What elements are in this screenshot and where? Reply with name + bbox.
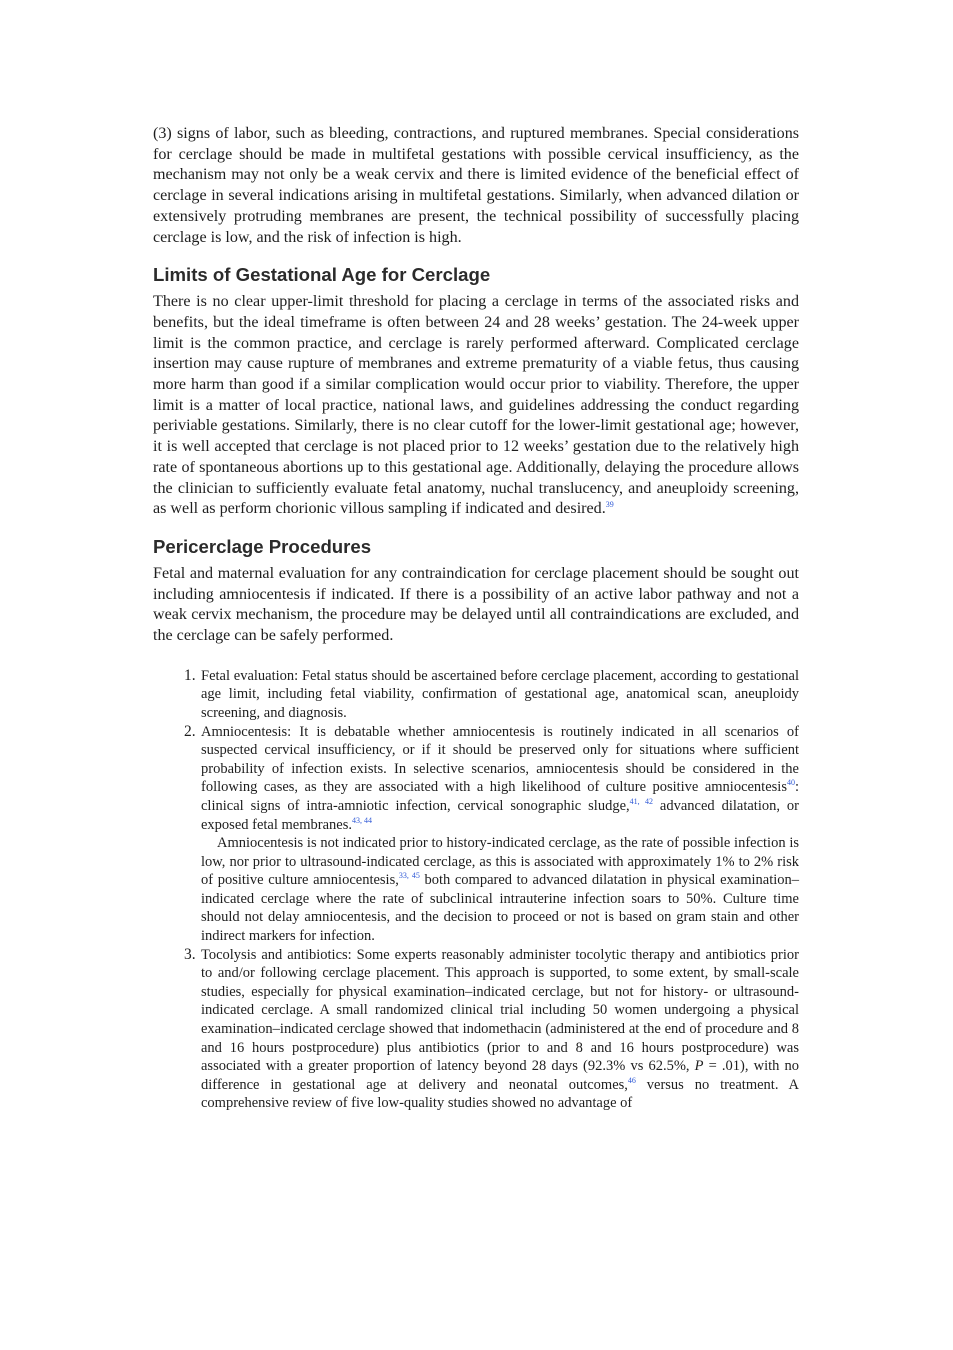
limits-paragraph: [153, 292, 799, 520]
list-item-number: 3.: [184, 945, 196, 963]
limits-text: There is no clear upper-limit threshold for placing a cerclage in terms of the associated risks and benefits, but the ideal timeframe is often between 24 and 28 weeks’ gestation. The 24-week upper limit is the common practice, and cerclage is rarely performed afterward. Complicated cerclage insertion may cause rupture of membranes and extreme prematurity of a viable fetus, thus causing more harm than good if a similar complication would occur prior to viability. Therefore, the upper limit is a matter of local practice, national laws, and guidelines addressing the conduct regarding periviable gestations. Similarly, there is no clear cutoff for the lower-limit gestational age; however, it is well accepted that cerclage is not placed prior to 12 weeks’ gestation due to the relatively high rate of spontaneous abortions up to this gestational age. Additionally, delaying the procedure allows the clinician to sufficiently evaluate fetal anatomy, nuchal translucency, and aneuploidy screening, as well as perform chorionic villous sampling if indicated and desired.: [153, 293, 799, 518]
reference-link[interactable]: 40: [786, 778, 795, 788]
text-run: Tocolysis and antibiotics: Some experts reasonably administer tocolytic therapy and antibiotics prior to and/or following cerclage placement. This approach is supported, to some extent, by small-scale studies, especially for physical examination–indicated cerclage, but not for history- or ultrasound-indicated cerclage. A small randomized clinical trial including 50 women undergoing a physical examination–indicated cerclage showed that indomethacin (administered at the end of procedure and 8 and 16 hours postprocedure) plus antibiotics (prior to and 8 and 16 hours postprocedure) was associated with a greater proportion of latency beyond 28 days (92.3% vs 62.5%,: [201, 946, 799, 1075]
list-item: [153, 946, 799, 1113]
text-run: both compared to advanced dilatation in physical examination–indicated cerclage where the rate of subclinical intrauterine infection soars to 50%. Culture time should not delay amniocentesis, and the decision to proceed or not is based on gram stain and other indirect markers for infection.: [201, 872, 799, 945]
list-item: [153, 667, 799, 723]
list-item-text: Fetal evaluation: Fetal status should be ascertained before cerclage placement, according to gestational age limit, including fetal viability, confirmation of gestational age, anatomical scan, aneuploidy screening, and diagnosis.: [201, 667, 799, 721]
reference-link[interactable]: 43, 44: [351, 815, 372, 825]
reference-link[interactable]: 46: [627, 1075, 636, 1085]
document-page: [153, 124, 799, 1113]
reference-link[interactable]: 41, 42: [629, 796, 653, 806]
list-item: [153, 723, 799, 946]
intro-paragraph: (3) signs of labor, such as bleeding, contractions, and ruptured membranes. Special considerations for cerclage should be made in multifetal gestations with possible cervical insufficiency, as the mechanism may not only be a weak cervix and there is limited evidence of the beneficial effect of cerclage in several indications arising in multifetal gestations. Similarly, when advanced dilation or extensively protruding membranes are present, the technical possibility of successfully placing cerclage is low, and the risk of infection is high.: [153, 125, 799, 246]
list-item-number: 1.: [184, 666, 196, 684]
text-run: versus no treatment. A comprehensive review of five low-quality studies showed no advantage of: [201, 1076, 799, 1112]
text-run: Amniocentesis: It is debatable whether amniocentesis is routinely indicated in all scenarios of suspected cervical insufficiency, or if it should be preserved only for situations where sufficient probability of infection exists. In selective scenarios, amniocentesis should be considered in the following cases, as they are associated with a high likelihood of culture positive amniocentesis: [201, 723, 799, 796]
text-run: = .01), with no difference in gestational age at delivery and neonatal outcomes,: [201, 1058, 799, 1093]
list-item-subparagraph: [201, 834, 799, 946]
reference-link[interactable]: 39: [605, 500, 614, 510]
list-item-text: [201, 947, 799, 1112]
section-heading-limits: Limits of Gestational Age for Cerclage: [153, 264, 491, 286]
text-run: advanced dilatation, or exposed fetal membranes.: [201, 797, 799, 833]
section-heading-pericerclage: Pericerclage Procedures: [153, 535, 372, 557]
text-run: Amniocentesis is not indicated prior to history-indicated cerclage, as the rate of possible infection is low, nor prior to ultrasound-indicated cerclage, as this is associated with approximately 1% to 2% risk of positive culture amniocentesis,: [201, 835, 799, 889]
list-item-number: 2.: [184, 722, 196, 740]
pericerclage-paragraph: Fetal and maternal evaluation for any contraindication for cerclage placement should be sought out including amniocentesis if indicated. If there is a possibility of an active labor pathway and not a weak cervix mechanism, the procedure may be delayed until all contraindications are excluded, and the cerclage can be safely performed.: [153, 564, 799, 645]
p-value-symbol: P: [694, 1058, 704, 1075]
reference-link[interactable]: 33, 45: [398, 871, 420, 881]
list-item-text: [201, 724, 799, 833]
procedure-list: [153, 667, 799, 1113]
text-run: : clinical signs of intra-amniotic infection, cervical sonographic sludge,: [201, 779, 799, 814]
